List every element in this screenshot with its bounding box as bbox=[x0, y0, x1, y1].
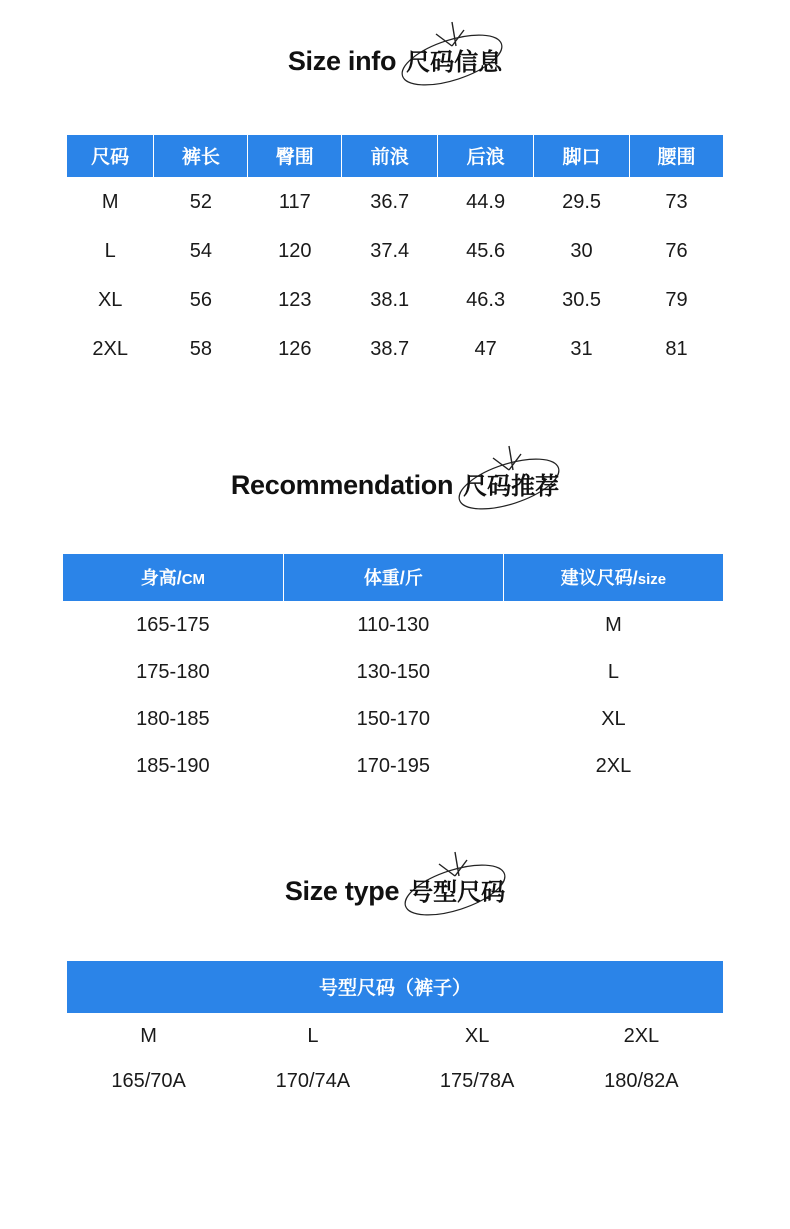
size-info-heading bbox=[0, 42, 790, 104]
cell: 170/74A bbox=[231, 1059, 395, 1104]
col-header-suggested-main: 建议尺码/ bbox=[560, 568, 638, 588]
cell: 130-150 bbox=[283, 649, 503, 696]
cell: L bbox=[67, 227, 154, 276]
size-type-heading bbox=[0, 872, 790, 934]
cell: XL bbox=[503, 696, 723, 743]
cell: 29.5 bbox=[534, 178, 630, 228]
cell: 81 bbox=[630, 325, 724, 374]
table-header-row bbox=[67, 135, 724, 178]
col-header-hip: 臀围 bbox=[248, 135, 342, 178]
cell: 165-175 bbox=[63, 602, 284, 650]
cell: XL bbox=[67, 276, 154, 325]
col-header-pant-length: 裤长 bbox=[154, 135, 248, 178]
cell: 58 bbox=[154, 325, 248, 374]
cell: 110-130 bbox=[283, 602, 503, 650]
cell: 126 bbox=[248, 325, 342, 374]
table-row-size-labels bbox=[67, 1014, 724, 1060]
cell: 150-170 bbox=[283, 696, 503, 743]
size-info-table bbox=[66, 134, 724, 374]
cell: 30 bbox=[534, 227, 630, 276]
cell: 185-190 bbox=[63, 743, 284, 790]
size-type-heading-cn: 号型尺码 bbox=[409, 879, 506, 906]
col-header-waist: 腰围 bbox=[630, 135, 724, 178]
cell: 175-180 bbox=[63, 649, 284, 696]
cell: 46.3 bbox=[438, 276, 534, 325]
cell: 180/82A bbox=[559, 1059, 723, 1104]
col-header-back-rise: 后浪 bbox=[438, 135, 534, 178]
col-header-leg-opening: 脚口 bbox=[534, 135, 630, 178]
cell: 2XL bbox=[559, 1014, 723, 1060]
table-row bbox=[67, 276, 724, 325]
heading-inner bbox=[231, 466, 559, 501]
cell: L bbox=[503, 649, 723, 696]
table-row bbox=[63, 602, 724, 650]
recommendation-heading-cn: 尺码推荐 bbox=[463, 473, 560, 500]
cell: 2XL bbox=[67, 325, 154, 374]
cell: 30.5 bbox=[534, 276, 630, 325]
cell: M bbox=[503, 602, 723, 650]
table-header-row bbox=[67, 961, 724, 1014]
cell: 37.4 bbox=[342, 227, 438, 276]
size-type-table bbox=[66, 960, 724, 1104]
cell: 79 bbox=[630, 276, 724, 325]
cell: 31 bbox=[534, 325, 630, 374]
cell: 175/78A bbox=[395, 1059, 559, 1104]
cell: M bbox=[67, 1014, 231, 1060]
cell: 36.7 bbox=[342, 178, 438, 228]
cell: 54 bbox=[154, 227, 248, 276]
size-type-heading-en: Size type bbox=[284, 876, 400, 906]
size-info-heading-en: Size info bbox=[287, 46, 397, 76]
cell: XL bbox=[395, 1014, 559, 1060]
cell: 56 bbox=[154, 276, 248, 325]
col-header-size: 尺码 bbox=[67, 135, 154, 178]
cell: 180-185 bbox=[63, 696, 284, 743]
table-row bbox=[67, 178, 724, 228]
col-header-front-rise: 前浪 bbox=[342, 135, 438, 178]
recommendation-heading-en: Recommendation bbox=[230, 470, 454, 500]
table-row bbox=[63, 696, 724, 743]
recommendation-heading bbox=[0, 466, 790, 528]
cell: L bbox=[231, 1014, 395, 1060]
table-row bbox=[67, 325, 724, 374]
col-header-weight bbox=[283, 554, 503, 602]
table-header-row bbox=[63, 554, 724, 602]
cell: 120 bbox=[248, 227, 342, 276]
table-row bbox=[63, 743, 724, 790]
cell: 170-195 bbox=[283, 743, 503, 790]
col-header-suggested-unit: size bbox=[637, 571, 667, 588]
col-header-weight-main: 体重/斤 bbox=[363, 568, 423, 588]
cell: M bbox=[67, 178, 154, 228]
cell: 73 bbox=[630, 178, 724, 228]
cell: 45.6 bbox=[438, 227, 534, 276]
cell: 47 bbox=[438, 325, 534, 374]
size-info-heading-cn: 尺码信息 bbox=[406, 49, 503, 76]
cell: 38.7 bbox=[342, 325, 438, 374]
cell: 117 bbox=[248, 178, 342, 228]
col-header-height-main: 身高/ bbox=[140, 568, 182, 588]
cell: 38.1 bbox=[342, 276, 438, 325]
col-header-height-unit: CM bbox=[181, 571, 206, 588]
heading-inner bbox=[285, 872, 505, 907]
cell: 52 bbox=[154, 178, 248, 228]
cell: 123 bbox=[248, 276, 342, 325]
table-row bbox=[67, 227, 724, 276]
cell: 2XL bbox=[503, 743, 723, 790]
table-row bbox=[63, 649, 724, 696]
cell: 76 bbox=[630, 227, 724, 276]
col-header-height bbox=[63, 554, 284, 602]
recommendation-table bbox=[62, 553, 724, 790]
table-row-size-codes bbox=[67, 1059, 724, 1104]
cell: 44.9 bbox=[438, 178, 534, 228]
size-type-banner: 号型尺码（裤子） bbox=[67, 961, 724, 1014]
col-header-suggested-size bbox=[503, 554, 723, 602]
cell: 165/70A bbox=[67, 1059, 231, 1104]
heading-inner bbox=[288, 42, 502, 77]
